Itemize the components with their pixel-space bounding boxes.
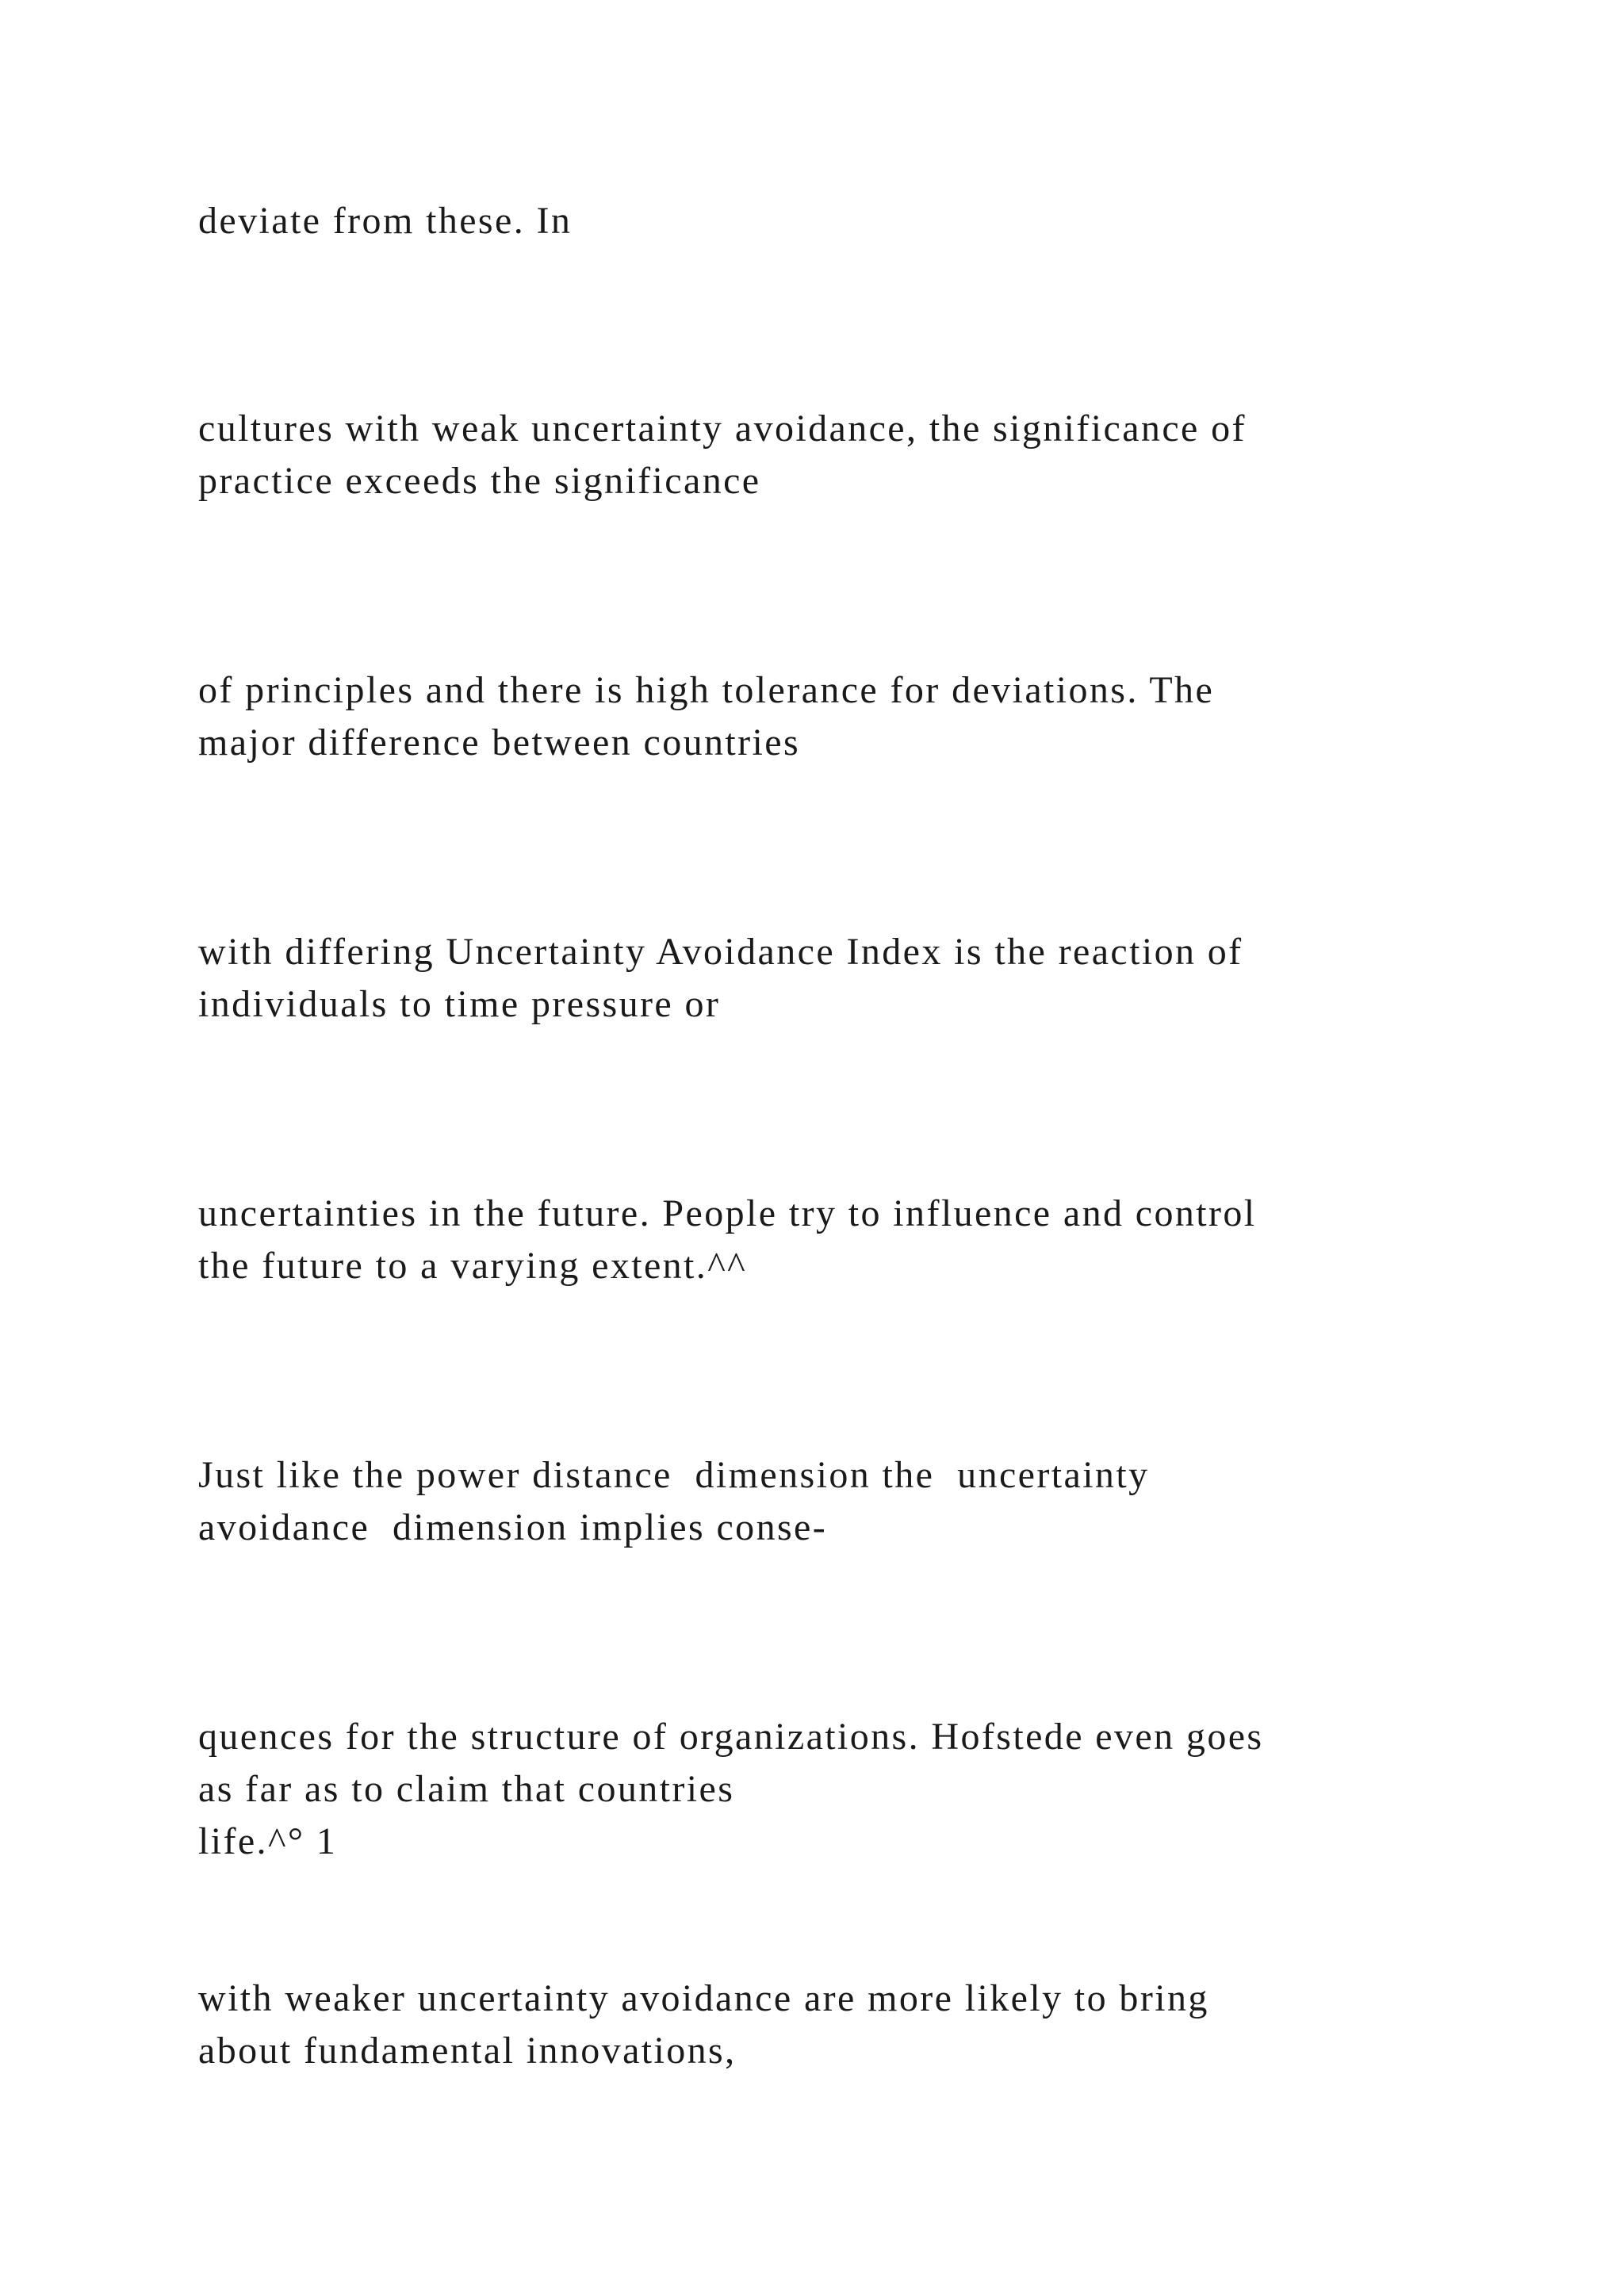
paragraph (198, 664, 1467, 769)
text-line: avoidance dimension implies conse- (198, 1506, 828, 1548)
text-line: life.^° 1 (198, 1820, 338, 1862)
text-line: of principles and there is high tolerance for deviations. The (198, 669, 1215, 711)
text-line: with weaker uncertainty avoidance are more likely to bring (198, 1977, 1209, 2019)
text-line: individuals to time pressure or (198, 983, 721, 1025)
text-line: as far as to claim that countries (198, 1768, 735, 1810)
text-line: uncertainties in the future. People try to influence and control (198, 1192, 1257, 1234)
paragraph (198, 403, 1467, 507)
text-line: the future to a varying extent.^^ (198, 1245, 748, 1287)
paragraph (198, 1973, 1467, 2077)
text-line: deviate from these. In (198, 200, 573, 242)
text-line: about fundamental innovations, (198, 2030, 737, 2072)
text-line: quences for the structure of organizations. Hofstede even goes (198, 1716, 1264, 1758)
paragraph (198, 1711, 1467, 1868)
text-line: major difference between countries (198, 721, 801, 763)
text-line: Just like the power distance dimension the uncertainty (198, 1454, 1150, 1496)
paragraph (198, 1449, 1467, 1554)
paragraph (198, 1188, 1467, 1292)
text-line: practice exceeds the significance (198, 460, 761, 502)
text-line: cultures with weak uncertainty avoidance, the significance of (198, 408, 1247, 450)
paragraph (198, 195, 1467, 247)
text-line: with differing Uncertainty Avoidance Index is the reaction of (198, 931, 1243, 973)
paragraph (198, 926, 1467, 1031)
